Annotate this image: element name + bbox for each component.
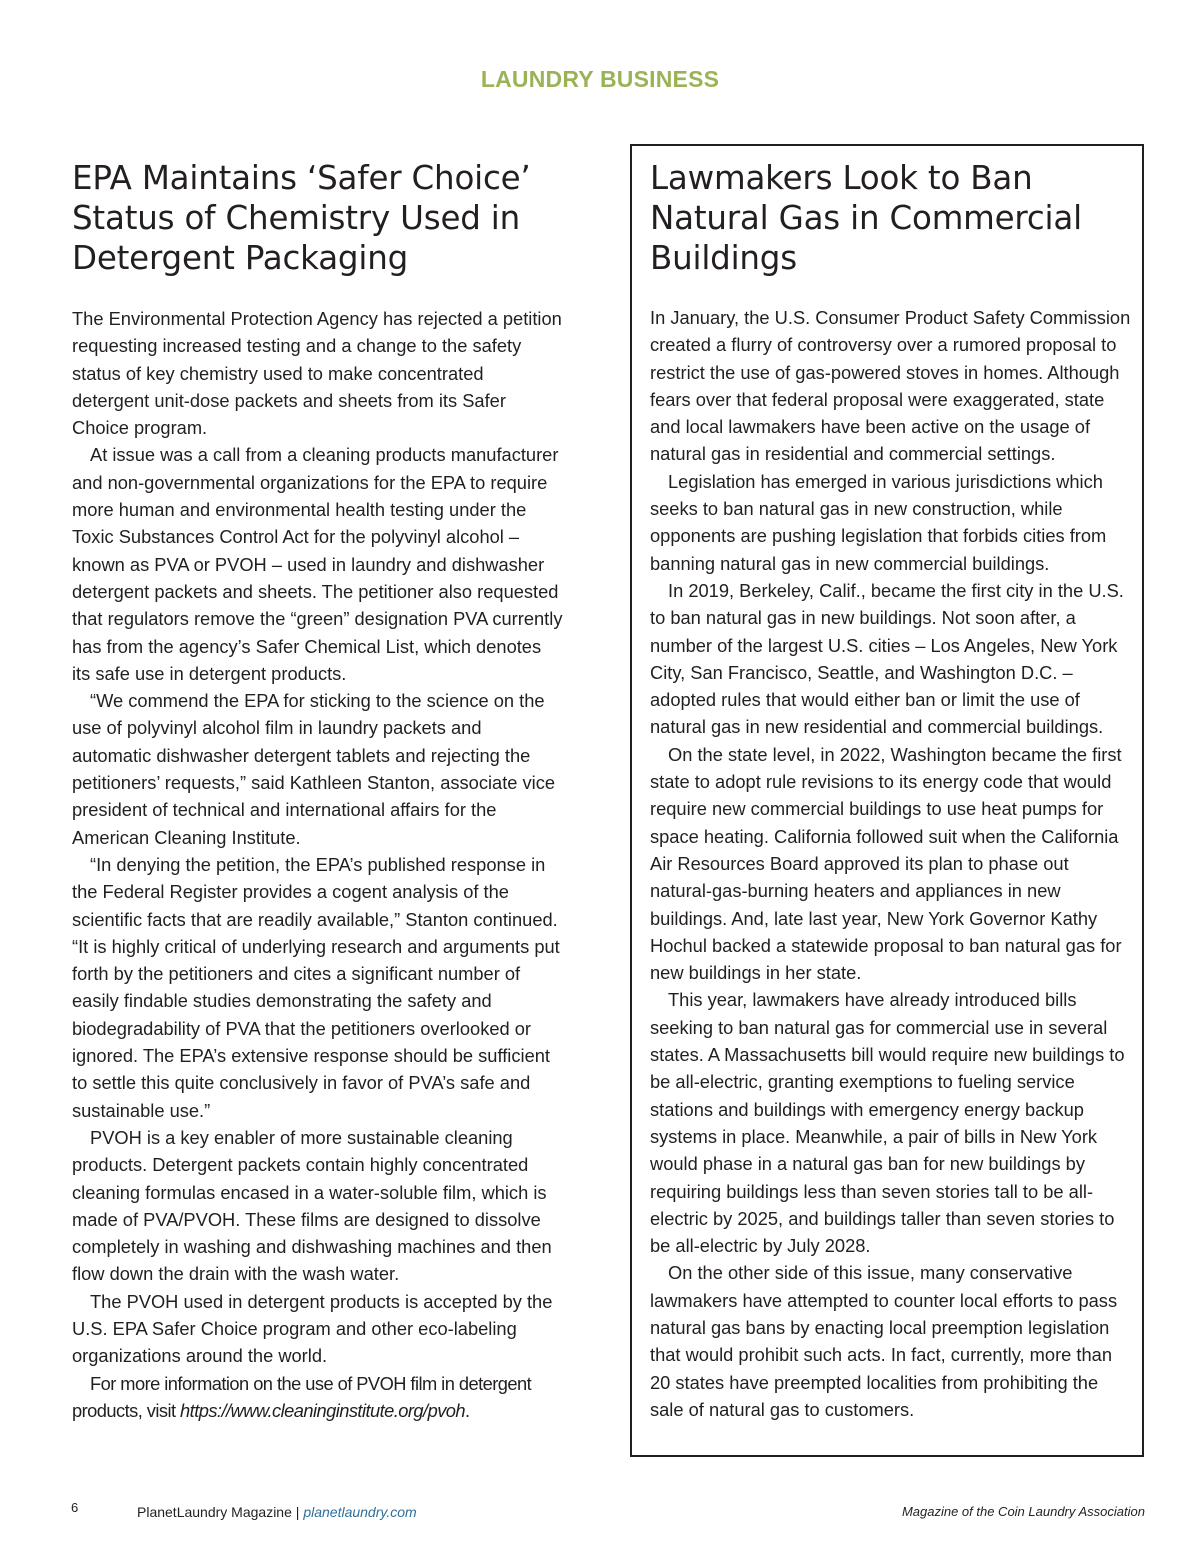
magazine-name: PlanetLaundry Magazine	[137, 1504, 292, 1520]
left-article	[72, 158, 564, 1424]
closing-text: For more information on the use of PVOH film in detergent products, visit	[72, 1372, 532, 1421]
left-article-title: EPA Maintains ‘Safer Choice’ Status of Chemistry Used in Detergent Packaging	[72, 159, 531, 277]
right-paragraph: In January, the U.S. Consumer Product Safety Commission created a flurry of controversy over a rumored proposal to restrict the use of gas-powered stoves in homes. Although fears over that federal proposal were exaggerated, state and local lawmakers have been active on the usage of natural gas in residential and commercial settings.	[650, 307, 1131, 465]
right-paragraph: Legislation has emerged in various jurisdictions which seeks to ban natural gas in new construction, while opponents are pushing legislation that forbids cities from banning natural gas in new commercial buildings.	[650, 470, 1107, 574]
footer-tagline: Magazine of the Coin Laundry Association	[901, 1504, 1145, 1519]
closing-period: .	[465, 1399, 470, 1421]
website-link[interactable]: planetlaundry.com	[303, 1504, 417, 1520]
footer-magazine	[137, 1504, 417, 1520]
right-paragraph: This year, lawmakers have already introduced bills seeking to ban natural gas for commercial use in several states. A Massachusetts bill would require new buildings to be all-electric, granting exemptions to fueling service stations and buildings with emergency energy backup systems in place. Meanwhile, a pair of bills in New York would phase in a natural gas ban for new buildings by requiring buildings less than seven stories tall to be all-electric by 2025, and buildings taller than seven stories to be all-electric by July 2028.	[650, 989, 1125, 1257]
left-paragraph: “We commend the EPA for sticking to the science on the use of polyvinyl alcohol film in laundry packets and automatic dishwasher detergent tablets and rejecting the petitioners’ requests,” said Kathleen Stanton, associate vice president of technical and international affairs for the American Cleaning Institute.	[72, 690, 556, 848]
right-paragraph: On the state level, in 2022, Washington became the first state to adopt rule revisions to its energy code that would require new commercial buildings to use heat pumps for space heating. California followed suit when the California Air Resources Board approved its plan to phase out natural-gas-burning heaters and appliances in new buildings. And, late last year, New York Governor Kathy Hochul backed a statewide proposal to ban natural gas for new buildings in her state.	[650, 743, 1122, 984]
left-paragraph: PVOH is a key enabler of more sustainable cleaning products. Detergent packets contain highly concentrated cleaning formulas encased in a water-soluble film, which is made of PVA/PVOH. These films are designed to dissolve completely in washing and dishwashing machines and then flow down the drain with the wash water.	[72, 1126, 552, 1285]
right-article	[650, 158, 1134, 1423]
left-paragraph: The PVOH used in detergent products is accepted by the U.S. EPA Safer Choice program and other eco-labeling organizations around the world.	[72, 1290, 553, 1367]
left-paragraph: At issue was a call from a cleaning products manufacturer and non-governmental organizations for the EPA to require more human and environmental health testing under the Toxic Substances Control Act for the polyvinyl alcohol – known as PVA or PVOH – used in laundry and dishwasher detergent packets and sheets. The petitioner also requested that regulators remove the “green” designation PVA currently has from the agency’s Safer Chemical List, which denotes its safe use in detergent products.	[72, 444, 563, 684]
right-paragraph: On the other side of this issue, many conservative lawmakers have attempted to counter local efforts to pass natural gas bans by enacting local preemption legislation that would prohibit such acts. In fact, currently, more than 20 states have preempted localities from prohibiting the sale of natural gas to customers.	[650, 1262, 1118, 1420]
left-closing-paragraph	[72, 1370, 564, 1425]
left-paragraph: The Environmental Protection Agency has rejected a petition requesting increased testing and a change to the safety status of key chemistry used to make concentrated detergent unit-dose packets and sheets from its Safer Choice program.	[72, 308, 562, 439]
cleaning-institute-link[interactable]: https://www.cleaninginstitute.org/pvoh	[180, 1399, 466, 1421]
page-number: 6	[71, 1500, 79, 1515]
left-paragraph: “In denying the petition, the EPA’s published response in the Federal Register provides a cogent analysis of the scientific facts that are readily available,” Stanton continued. “It is highly critical of underlying research and arguments put forth by the petitioners and cites a significant number of easily findable studies demonstrating the safety and biodegradability of PVA that the petitioners overlooked or ignored. The EPA’s extensive response should be sufficient to settle this quite conclusively in favor of PVA’s safe and sustainable use.”	[72, 853, 560, 1121]
right-article-box	[630, 144, 1144, 1457]
right-article-title: Lawmakers Look to Ban Natural Gas in Commercial Buildings	[650, 159, 1082, 277]
right-paragraph: In 2019, Berkeley, Calif., became the first city in the U.S. to ban natural gas in new buildings. Not soon after, a number of the largest U.S. cities – Los Angeles, New York City, San Francisco, Seattle, and Washington D.C. – adopted rules that would either ban or limit the use of natural gas in new residential and commercial buildings.	[650, 579, 1124, 738]
footer-separator: |	[295, 1504, 300, 1520]
section-label: LAUNDRY BUSINESS	[480, 66, 720, 92]
